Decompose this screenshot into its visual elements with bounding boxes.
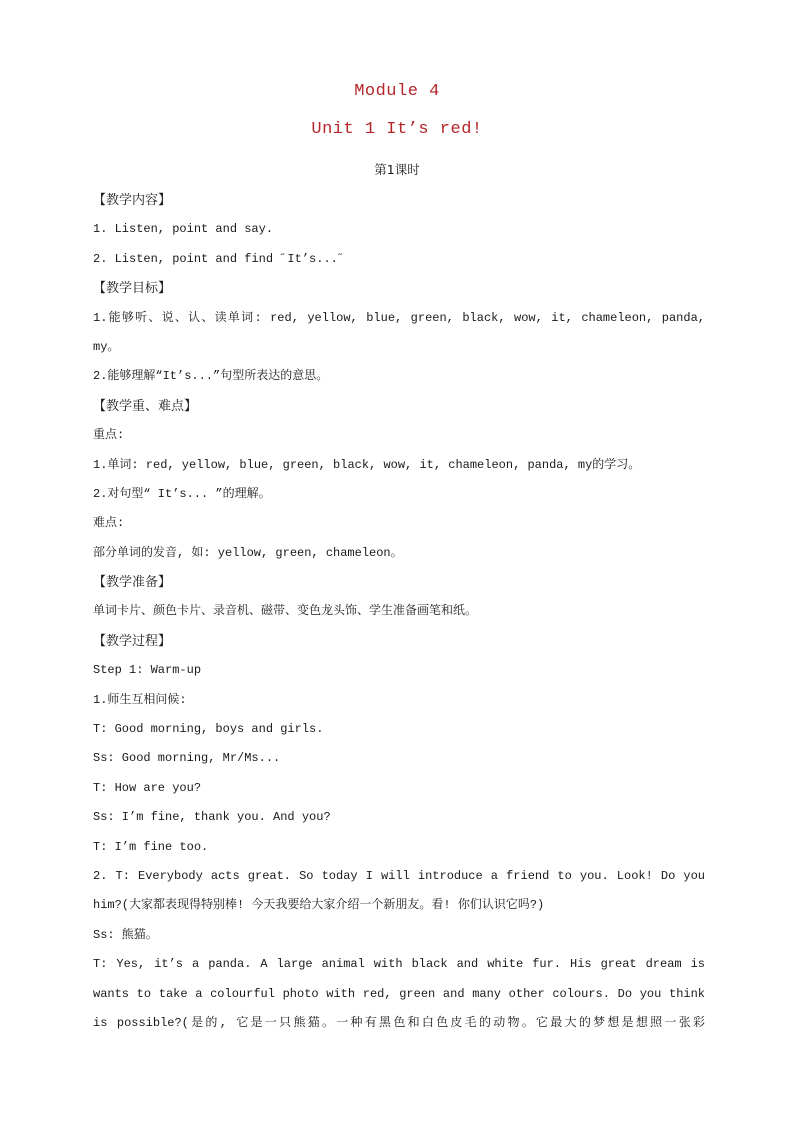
section-heading: 【教学准备】 [93, 575, 172, 591]
text-line: T: I’m fine too. [93, 839, 209, 854]
text-line: 单词卡片、颜色卡片、录音机、磁带、变色龙头饰、学生准备画笔和纸。 [93, 604, 478, 619]
text-line: 1.师生互相问候: [93, 692, 187, 707]
text-line: Ss: Good morning, Mr/Ms... [93, 751, 281, 766]
text-line: Step 1: Warm-up [93, 663, 202, 678]
text-line: 1.单词: red, yellow, blue, green, black, wow, it, chameleon, panda, my的学习。 [93, 457, 641, 472]
text-line: T: Yes, it’s a panda. A large animal with black and white fur. His great dream is [93, 957, 705, 972]
text-line: wants to take a colourful photo with red, green and many other colours. Do you think [93, 986, 705, 1001]
text-line: 1.能够听、说、认、读单词: red, yellow, blue, green, black, wow, it, chameleon, panda, [93, 310, 705, 325]
text-line: is possible?(是的, 它是一只熊猫。一种有黑色和白色皮毛的动物。它最大的梦想是想照一张彩 [93, 1015, 705, 1030]
text-line: 难点: [93, 516, 125, 531]
text-line: my。 [93, 339, 120, 354]
text-line: 部分单词的发音, 如: yellow, green, chameleon。 [93, 545, 403, 560]
lesson-label: 第1课时 [374, 162, 420, 177]
text-line: T: Good morning, boys and girls. [93, 722, 324, 737]
lesson-plan-body [93, 186, 705, 1038]
text-line: 2. Listen, point and find ˝It’s...˝ [93, 251, 346, 266]
text-line: 2.能够理解“It’s...”句型所表达的意思。 [93, 369, 329, 384]
text-line: 2. T: Everybody acts great. So today I will introduce a friend to you. Look! Do you [93, 868, 705, 883]
section-heading: 【教学目标】 [93, 281, 172, 297]
text-line: 2.对句型“ It’s... ”的理解。 [93, 486, 271, 501]
module-title: Module 4 [354, 82, 440, 101]
text-line: Ss: I’m fine, thank you. And you? [93, 810, 331, 825]
text-line: 1. Listen, point and say. [93, 222, 274, 237]
text-line: Ss: 熊猫。 [93, 927, 158, 942]
section-heading: 【教学过程】 [93, 633, 172, 649]
text-line: T: How are you? [93, 780, 202, 795]
section-heading: 【教学重、难点】 [93, 398, 198, 414]
section-heading: 【教学内容】 [93, 193, 172, 208]
text-line: him?(大家都表现得特别棒! 今天我要给大家介绍一个新朋友。看! 你们认识它吗?) [93, 898, 545, 913]
text-line: 重点: [93, 428, 125, 443]
unit-title: Unit 1 It’s red! [311, 120, 483, 139]
